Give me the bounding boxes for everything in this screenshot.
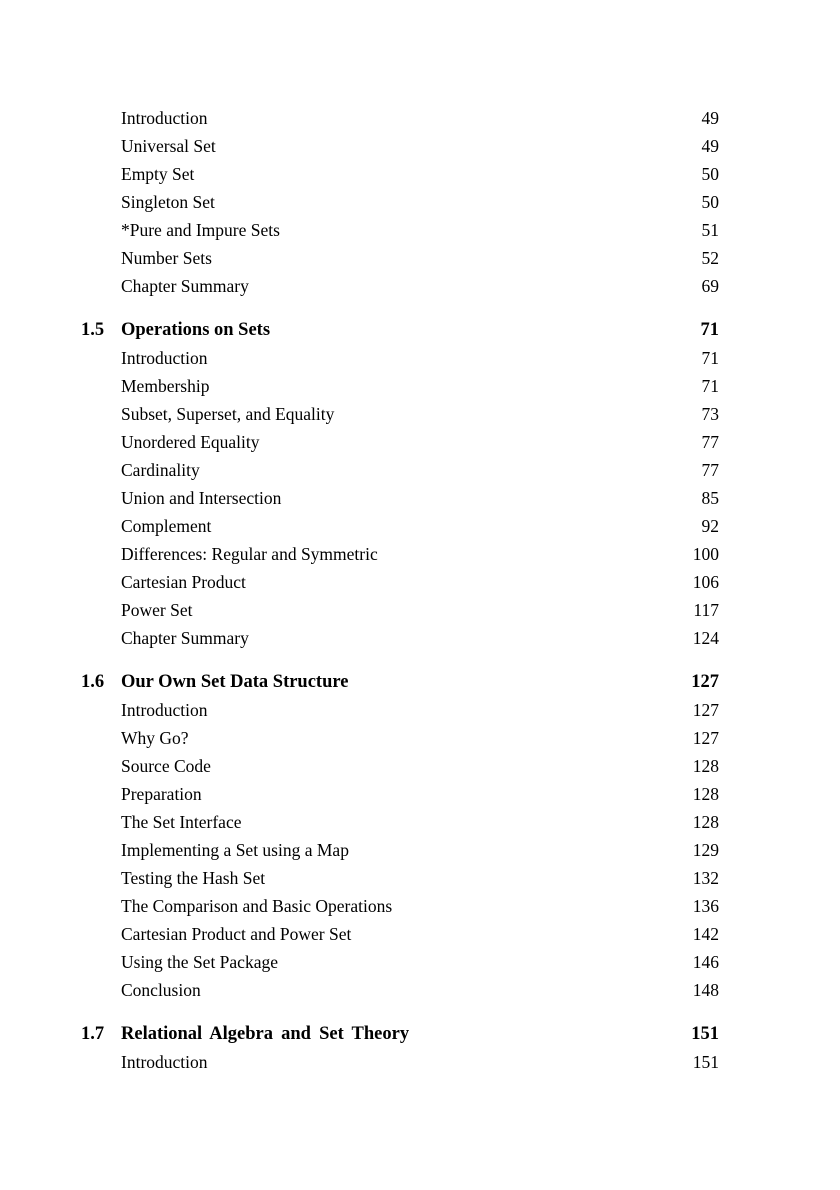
toc-entry[interactable] bbox=[81, 244, 719, 272]
toc-entry-page-number: 128 bbox=[692, 784, 719, 804]
toc-entry-label: Unordered Equality bbox=[121, 432, 260, 452]
toc-entry-page-number: 106 bbox=[692, 572, 719, 592]
toc-entry-label: The Set Interface bbox=[121, 812, 242, 832]
toc-entry-label: Testing the Hash Set bbox=[121, 868, 266, 888]
toc-entry[interactable] bbox=[81, 456, 719, 484]
toc-entry-page-number: 128 bbox=[692, 812, 719, 832]
toc-entry-page-number: 128 bbox=[692, 756, 719, 776]
toc-entry-label: Subset, Superset, and Equality bbox=[121, 404, 335, 424]
toc-entry[interactable] bbox=[81, 948, 719, 976]
toc-entry-page-number: 49 bbox=[701, 108, 719, 128]
toc-entry[interactable] bbox=[81, 428, 719, 456]
toc-entry-page-number: 77 bbox=[701, 432, 719, 452]
toc-entry-page-number: 142 bbox=[692, 924, 719, 944]
toc-section-page-number: 151 bbox=[691, 1024, 719, 1044]
toc-entry[interactable] bbox=[81, 188, 719, 216]
toc-section-number: 1.7 bbox=[81, 1024, 105, 1044]
toc-entry-page-number: 124 bbox=[692, 628, 719, 648]
toc-entry-page-number: 85 bbox=[701, 488, 719, 508]
toc-entry-label: Implementing a Set using a Map bbox=[121, 840, 349, 860]
toc-entry-page-number: 52 bbox=[701, 248, 719, 268]
toc-entry[interactable] bbox=[81, 344, 719, 372]
toc-entry-page-number: 71 bbox=[701, 348, 719, 368]
toc-entry-page-number: 92 bbox=[701, 516, 719, 536]
toc-entry[interactable] bbox=[81, 920, 719, 948]
toc-entry-page-number: 151 bbox=[692, 1052, 719, 1072]
toc-entry[interactable] bbox=[81, 808, 719, 836]
toc-entry-label: Conclusion bbox=[121, 980, 201, 1000]
toc-entry-label: *Pure and Impure Sets bbox=[121, 220, 280, 240]
toc-entry-page-number: 129 bbox=[692, 840, 719, 860]
toc-entry-page-number: 136 bbox=[692, 896, 719, 916]
toc-entry-page-number: 100 bbox=[692, 544, 719, 564]
toc-section-number: 1.5 bbox=[81, 320, 105, 340]
toc-list bbox=[81, 104, 719, 1076]
toc-entry-label: The Comparison and Basic Operations bbox=[121, 896, 393, 916]
toc-entry-label: Introduction bbox=[121, 1052, 208, 1072]
toc-section-heading[interactable] bbox=[81, 668, 719, 696]
toc-entry-label: Introduction bbox=[121, 700, 208, 720]
toc-entry[interactable] bbox=[81, 104, 719, 132]
toc-entry-label: Universal Set bbox=[121, 136, 216, 156]
toc-entry-page-number: 50 bbox=[701, 164, 719, 184]
toc-entry[interactable] bbox=[81, 752, 719, 780]
toc-entry[interactable] bbox=[81, 568, 719, 596]
toc-section-heading[interactable] bbox=[81, 1020, 719, 1048]
toc-entry-label: Why Go? bbox=[121, 728, 189, 748]
toc-entry-label: Singleton Set bbox=[121, 192, 215, 212]
toc-entry[interactable] bbox=[81, 372, 719, 400]
toc-entry-page-number: 73 bbox=[701, 404, 719, 424]
toc-entry-page-number: 127 bbox=[692, 728, 719, 748]
toc-entry-page-number: 117 bbox=[693, 600, 719, 620]
toc-entry[interactable] bbox=[81, 272, 719, 300]
toc-entry-label: Empty Set bbox=[121, 164, 195, 184]
toc-entry[interactable] bbox=[81, 160, 719, 188]
toc-entry-page-number: 146 bbox=[692, 952, 719, 972]
toc-section-title: Relational Algebra and Set Theory bbox=[121, 1024, 410, 1044]
toc-section-title: Our Own Set Data Structure bbox=[121, 672, 349, 692]
toc-entry-label: Introduction bbox=[121, 108, 208, 128]
toc-entry-label: Union and Intersection bbox=[121, 488, 282, 508]
toc-entry-label: Cartesian Product bbox=[121, 572, 246, 592]
toc-section-page-number: 127 bbox=[691, 672, 719, 692]
toc-entry[interactable] bbox=[81, 1048, 719, 1076]
toc-entry-label: Using the Set Package bbox=[121, 952, 278, 972]
toc-entry[interactable] bbox=[81, 216, 719, 244]
toc-section-heading[interactable] bbox=[81, 316, 719, 344]
toc-entry-label: Cartesian Product and Power Set bbox=[121, 924, 352, 944]
toc-entry[interactable] bbox=[81, 724, 719, 752]
toc-entry-label: Cardinality bbox=[121, 460, 200, 480]
toc-entry[interactable] bbox=[81, 976, 719, 1004]
toc-entry-page-number: 50 bbox=[701, 192, 719, 212]
toc-entry[interactable] bbox=[81, 512, 719, 540]
toc-entry-page-number: 71 bbox=[701, 376, 719, 396]
toc-section-title: Operations on Sets bbox=[121, 320, 271, 340]
toc-entry-label: Introduction bbox=[121, 348, 208, 368]
toc-entry[interactable] bbox=[81, 780, 719, 808]
toc-section-number: 1.6 bbox=[81, 672, 105, 692]
toc-entry-label: Source Code bbox=[121, 756, 211, 776]
toc-entry-label: Power Set bbox=[121, 600, 193, 620]
toc-entry-page-number: 127 bbox=[692, 700, 719, 720]
toc-entry[interactable] bbox=[81, 864, 719, 892]
toc-entry-page-number: 148 bbox=[692, 980, 719, 1000]
toc-entry-page-number: 77 bbox=[701, 460, 719, 480]
toc-entry-label: Chapter Summary bbox=[121, 628, 249, 648]
toc-entry[interactable] bbox=[81, 132, 719, 160]
toc-entry-label: Preparation bbox=[121, 784, 202, 804]
toc-entry-page-number: 132 bbox=[692, 868, 719, 888]
toc-entry[interactable] bbox=[81, 624, 719, 652]
toc-section-page-number: 71 bbox=[700, 320, 719, 340]
toc-entry[interactable] bbox=[81, 540, 719, 568]
toc-entry[interactable] bbox=[81, 892, 719, 920]
toc-entry-page-number: 69 bbox=[701, 276, 719, 296]
toc-entry[interactable] bbox=[81, 696, 719, 724]
toc-entry-label: Complement bbox=[121, 516, 212, 536]
toc-entry-label: Chapter Summary bbox=[121, 276, 249, 296]
toc-entry-label: Differences: Regular and Symmetric bbox=[121, 544, 378, 564]
toc-entry[interactable] bbox=[81, 484, 719, 512]
toc-entry[interactable] bbox=[81, 836, 719, 864]
toc-entry-page-number: 49 bbox=[701, 136, 719, 156]
toc-entry-page-number: 51 bbox=[701, 220, 719, 240]
toc-entry[interactable] bbox=[81, 596, 719, 624]
toc-entry[interactable] bbox=[81, 400, 719, 428]
toc-entry-label: Membership bbox=[121, 376, 210, 396]
toc-entry-label: Number Sets bbox=[121, 248, 212, 268]
